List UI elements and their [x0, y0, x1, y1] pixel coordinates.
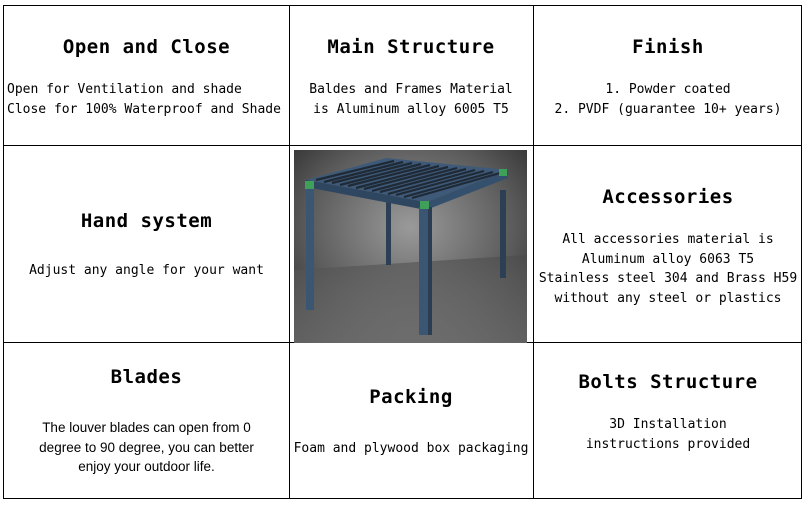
- text-line: instructions provided: [585, 436, 751, 452]
- cell-title: Accessories: [602, 186, 734, 208]
- cell-hand-system: [4, 145, 289, 342]
- cell-text: [4, 418, 289, 477]
- text-line: Stainless steel 304 and Brass H59: [538, 271, 798, 286]
- cell-title: Bolts Structure: [578, 371, 758, 393]
- text-line: 2. PVDF (guarantee 10+ years): [554, 102, 782, 117]
- text-line: 3D Installation: [609, 417, 727, 432]
- cell-title: Blades: [110, 366, 183, 388]
- cell-open-close: [4, 6, 289, 145]
- text-line: enjoy your outdoor life.: [78, 459, 215, 474]
- cell-text: [533, 80, 803, 120]
- text-line: Aluminum alloy 6063 T5: [581, 251, 755, 267]
- text-line: Baldes and Frames Material: [309, 82, 513, 97]
- cell-title: Main Structure: [327, 36, 495, 58]
- cell-main-structure: [289, 6, 533, 145]
- text-line: The louver blades can open from 0: [42, 420, 251, 435]
- cell-title: Packing: [369, 386, 453, 408]
- cell-title: Hand system: [80, 210, 213, 232]
- text-line: Open for Ventilation and shade: [7, 82, 242, 97]
- cell-finish: [533, 6, 803, 145]
- text-line: degree to 90 degree, you can better: [39, 439, 254, 455]
- text-line: is Aluminum alloy 6005 T5: [313, 102, 509, 117]
- pergola-photo: [294, 150, 527, 343]
- cell-text: [289, 439, 533, 459]
- cell-title: Open and Close: [62, 36, 231, 58]
- cell-text: [4, 80, 289, 120]
- text-line: Adjust any angle for your want: [29, 263, 264, 278]
- cell-bolts-structure: [533, 342, 803, 498]
- cell-blades: [4, 342, 289, 498]
- cell-packing: [289, 342, 533, 498]
- cell-text: [4, 261, 289, 281]
- text-line: All accessories material is: [562, 232, 774, 247]
- text-line: Foam and plywood box packaging: [293, 441, 529, 456]
- cell-text: [289, 80, 533, 120]
- text-line: Close for 100% Waterproof and Shade: [7, 102, 281, 117]
- cell-accessories: [533, 145, 803, 342]
- cell-title: Finish: [632, 36, 704, 58]
- feature-table: [3, 5, 802, 499]
- text-line: 1. Powder coated: [605, 82, 731, 97]
- cell-product-image: [289, 145, 533, 342]
- cell-text: [533, 415, 803, 454]
- text-line: without any steel or plastics: [554, 290, 782, 306]
- cell-text: [533, 230, 803, 308]
